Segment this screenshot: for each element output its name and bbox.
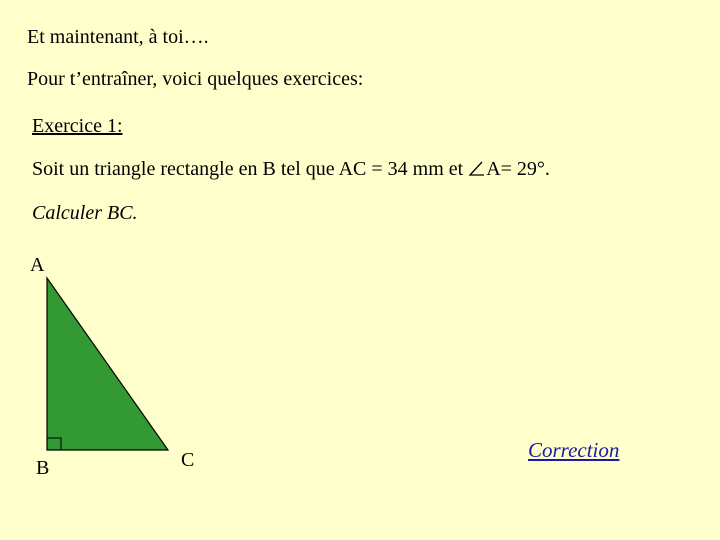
statement-angle-value: A= 29°.: [486, 158, 550, 180]
vertex-label-c: C: [181, 449, 195, 471]
exercise-question: Calculer BC.: [32, 202, 138, 224]
vertex-label-b: B: [36, 457, 50, 479]
intro-text: Pour t’entraîner, voici quelques exercices:: [27, 68, 364, 90]
exercise-heading: Exercice 1:: [32, 115, 123, 137]
slide-title: Et maintenant, à toi….: [27, 26, 209, 48]
vertex-label-a: A: [30, 254, 45, 276]
correction-link[interactable]: Correction: [528, 438, 620, 462]
triangle-shape: [47, 278, 168, 450]
statement-text: Soit un triangle rectangle en B tel que AC = 34 mm et: [32, 158, 469, 180]
